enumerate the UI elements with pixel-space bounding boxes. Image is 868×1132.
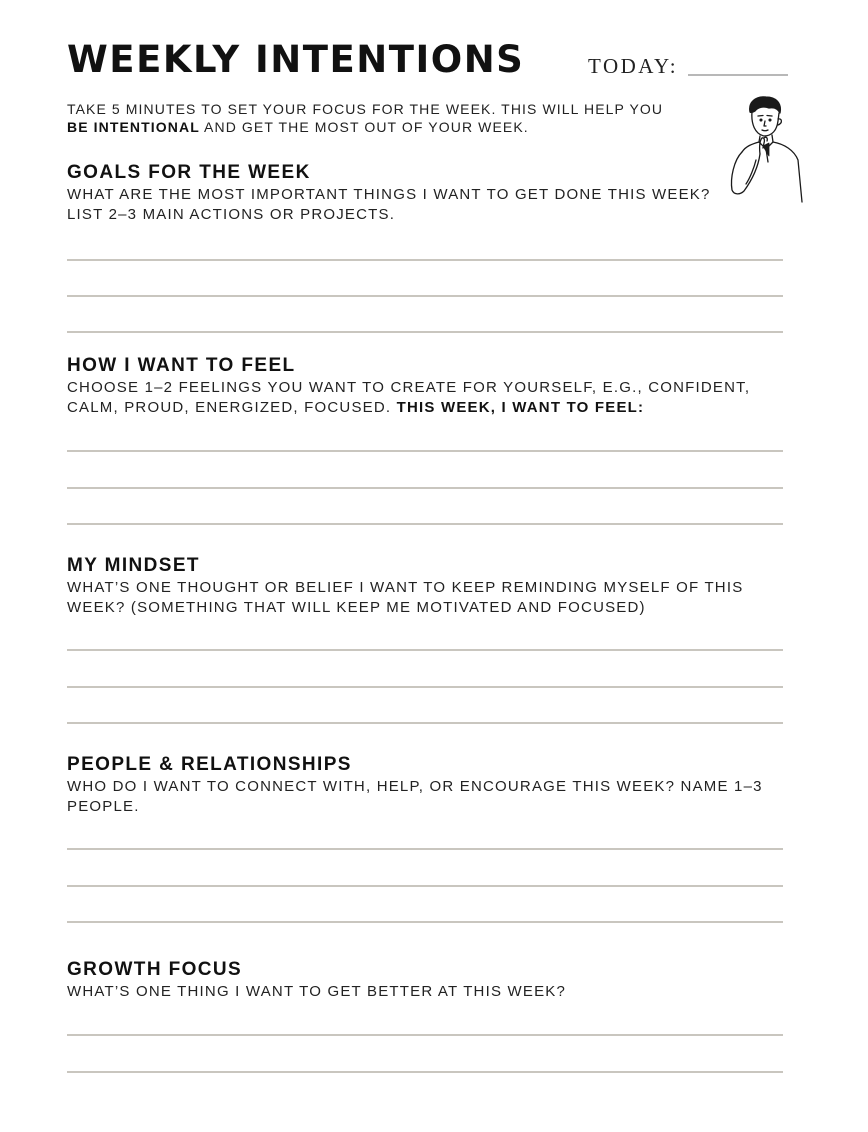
section-title: PEOPLE & RELATIONSHIPS bbox=[67, 754, 352, 775]
today-date-field[interactable] bbox=[688, 74, 788, 76]
section-description-emphasis: THIS WEEK, I WANT TO FEEL: bbox=[396, 398, 645, 416]
section-mindset bbox=[67, 554, 783, 617]
writing-line[interactable] bbox=[67, 487, 783, 489]
section-description bbox=[67, 185, 783, 224]
writing-line[interactable] bbox=[67, 331, 783, 333]
section-description-line: WEEK? (SOMETHING THAT WILL KEEP ME MOTIVATED AND FOCUSED) bbox=[67, 598, 646, 616]
section-description-line: CALM, PROUD, ENERGIZED, FOCUSED. bbox=[67, 398, 397, 416]
page-title: WEEKLY INTENTIONS bbox=[67, 38, 525, 81]
writing-line[interactable] bbox=[67, 848, 783, 850]
writing-line[interactable] bbox=[67, 523, 783, 525]
intro-text bbox=[67, 100, 707, 136]
section-description-line: LIST 2–3 MAIN ACTIONS OR PROJECTS. bbox=[67, 205, 396, 223]
writing-line[interactable] bbox=[67, 722, 783, 724]
writing-line[interactable] bbox=[67, 450, 783, 452]
writing-line[interactable] bbox=[67, 1071, 783, 1073]
writing-line[interactable] bbox=[67, 649, 783, 651]
section-description-line: PEOPLE. bbox=[67, 797, 140, 815]
section-feel bbox=[67, 354, 783, 417]
section-description bbox=[67, 982, 783, 1002]
section-description-line: CHOOSE 1–2 FEELINGS YOU WANT TO CREATE FOR YOURSELF, E.G., CONFIDENT, bbox=[67, 379, 751, 396]
section-description bbox=[67, 777, 783, 816]
section-people bbox=[67, 753, 783, 816]
intro-emphasis: BE INTENTIONAL bbox=[67, 119, 200, 135]
section-goals bbox=[67, 161, 783, 224]
writing-line[interactable] bbox=[67, 686, 783, 688]
section-description bbox=[67, 578, 783, 617]
section-title: GROWTH FOCUS bbox=[67, 959, 243, 980]
section-description-line: WHAT’S ONE THOUGHT OR BELIEF I WANT TO KEEP REMINDING MYSELF OF THIS bbox=[67, 579, 744, 596]
intro-line2-rest: AND GET THE MOST OUT OF YOUR WEEK. bbox=[199, 119, 529, 135]
today-label: TODAY: bbox=[588, 54, 679, 78]
writing-line[interactable] bbox=[67, 259, 783, 261]
section-title: GOALS FOR THE WEEK bbox=[67, 162, 311, 183]
section-title: MY MINDSET bbox=[67, 555, 200, 576]
section-title: HOW I WANT TO FEEL bbox=[67, 355, 296, 376]
writing-line[interactable] bbox=[67, 885, 783, 887]
intro-line1: TAKE 5 MINUTES TO SET YOUR FOCUS FOR THE WEEK. THIS WILL HELP YOU bbox=[67, 101, 664, 117]
section-description-line: WHAT’S ONE THING I WANT TO GET BETTER AT THIS WEEK? bbox=[67, 983, 567, 1000]
section-description bbox=[67, 378, 783, 417]
section-description-line: WHAT ARE THE MOST IMPORTANT THINGS I WANT TO GET DONE THIS WEEK? bbox=[67, 186, 711, 203]
section-description-line: WHO DO I WANT TO CONNECT WITH, HELP, OR ENCOURAGE THIS WEEK? NAME 1–3 bbox=[67, 778, 763, 795]
writing-line[interactable] bbox=[67, 921, 783, 923]
writing-line[interactable] bbox=[67, 1034, 783, 1036]
writing-line[interactable] bbox=[67, 295, 783, 297]
section-growth bbox=[67, 958, 783, 1002]
